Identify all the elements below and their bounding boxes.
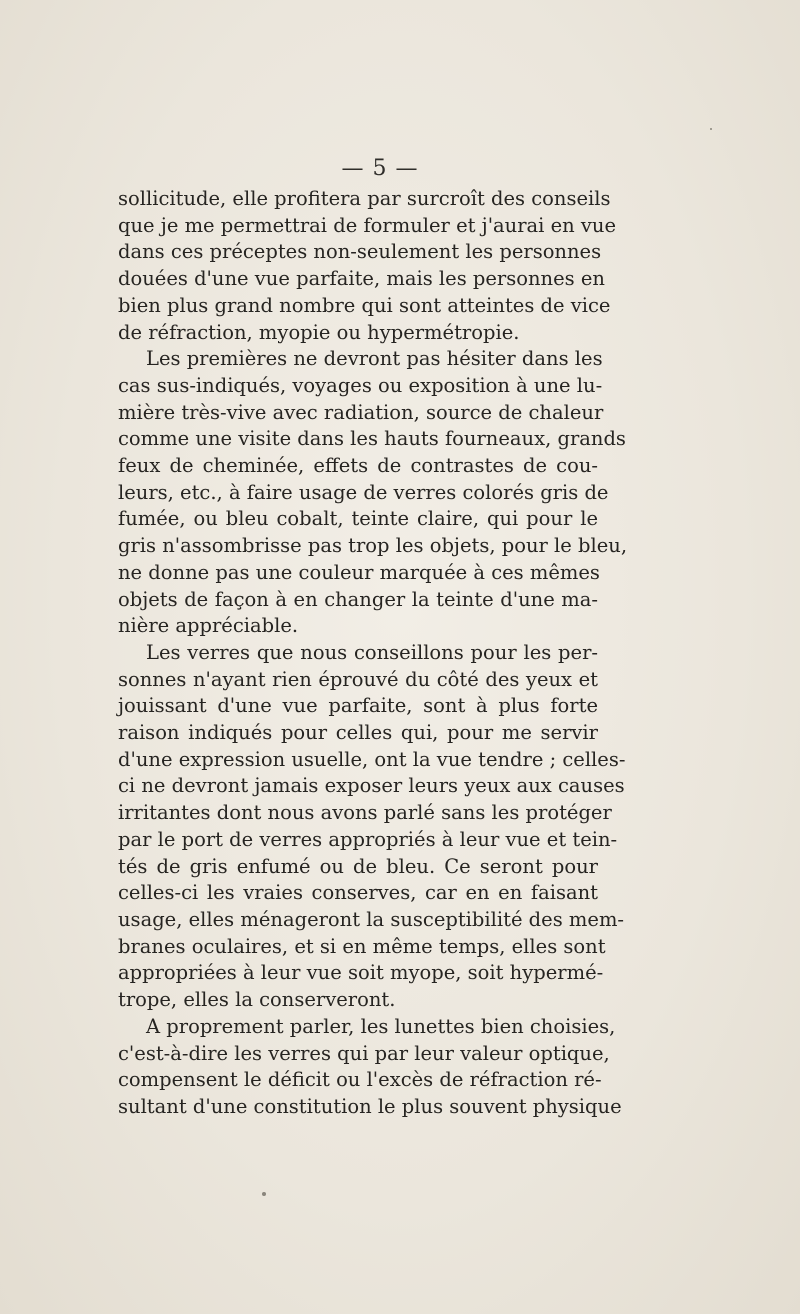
text-line: irritantes dont nous avons parlé sans les protéger	[118, 801, 612, 825]
text-line: de réfraction, myopie ou hypermétropie.	[118, 320, 520, 344]
text-line: feux de cheminée, effets de contrastes de cou-	[118, 454, 598, 478]
text-line: sultant d'une constitution le plus souvent physique	[118, 1094, 622, 1118]
ink-speck	[710, 128, 712, 130]
text-line: appropriées à leur vue soit myope, soit hypermé-	[118, 961, 604, 985]
text-line: dans ces préceptes non-seulement les personnes	[118, 240, 602, 264]
text-line: objets de façon à en changer la teinte d'une ma-	[118, 587, 598, 611]
text-line: Les premières ne devront pas hésiter dans les	[146, 347, 603, 371]
text-line: compensent le déficit ou l'excès de réfraction ré-	[118, 1068, 602, 1092]
text-line: ci ne devront jamais exposer leurs yeux aux causes	[118, 774, 625, 798]
text-line: jouissant d'une vue parfaite, sont à plus forte	[118, 694, 598, 718]
text-line: Les verres que nous conseillons pour les per-	[146, 640, 598, 664]
text-line: A proprement parler, les lunettes bien choisies,	[146, 1014, 616, 1038]
text-line: ne donne pas une couleur marquée à ces mêmes	[118, 560, 600, 584]
text-line: d'une expression usuelle, ont la vue tendre ; celles-	[118, 747, 626, 771]
text-line: tés de gris enfumé ou de bleu. Ce seront pour	[118, 854, 598, 878]
text-line: sonnes n'ayant rien éprouvé du côté des yeux et	[118, 667, 598, 691]
text-line: branes oculaires, et si en même temps, elles sont	[118, 934, 606, 958]
text-line: trope, elles la conserveront.	[118, 988, 396, 1012]
text-line: usage, elles ménageront la susceptibilité des mem-	[118, 907, 625, 931]
ink-speck	[262, 1192, 266, 1196]
page-number: — 5 —	[341, 156, 419, 181]
text-line: celles-ci les vraies conserves, car en en faisant	[118, 881, 598, 905]
text-line: leurs, etc., à faire usage de verres colorés gris de	[118, 480, 609, 504]
text-line: que je me permettrai de formuler et j'aurai en vue	[118, 213, 617, 237]
text-line: gris n'assombrisse pas trop les objets, pour le bleu,	[118, 534, 628, 558]
text-line: douées d'une vue parfaite, mais les personnes en	[118, 267, 605, 291]
text-line: bien plus grand nombre qui sont atteintes de vice	[118, 293, 611, 317]
text-line: sollicitude, elle profitera par surcroît des conseils	[118, 187, 611, 210]
text-line: nière appréciable.	[118, 614, 299, 638]
text-line: mière très-vive avec radiation, source de chaleur	[118, 400, 604, 424]
text-line: cas sus-indiqués, voyages ou exposition à une lu-	[118, 373, 603, 397]
text-line: raison indiqués pour celles qui, pour me servir	[118, 721, 598, 745]
body-text	[118, 186, 628, 1121]
text-line: par le port de verres appropriés à leur vue et tein-	[118, 827, 618, 851]
text-line: comme une visite dans les hauts fourneaux, grands	[118, 427, 626, 451]
text-line: fumée, ou bleu cobalt, teinte claire, qui pour le	[118, 507, 598, 531]
text-line: c'est-à-dire les verres qui par leur valeur optique,	[118, 1041, 610, 1065]
